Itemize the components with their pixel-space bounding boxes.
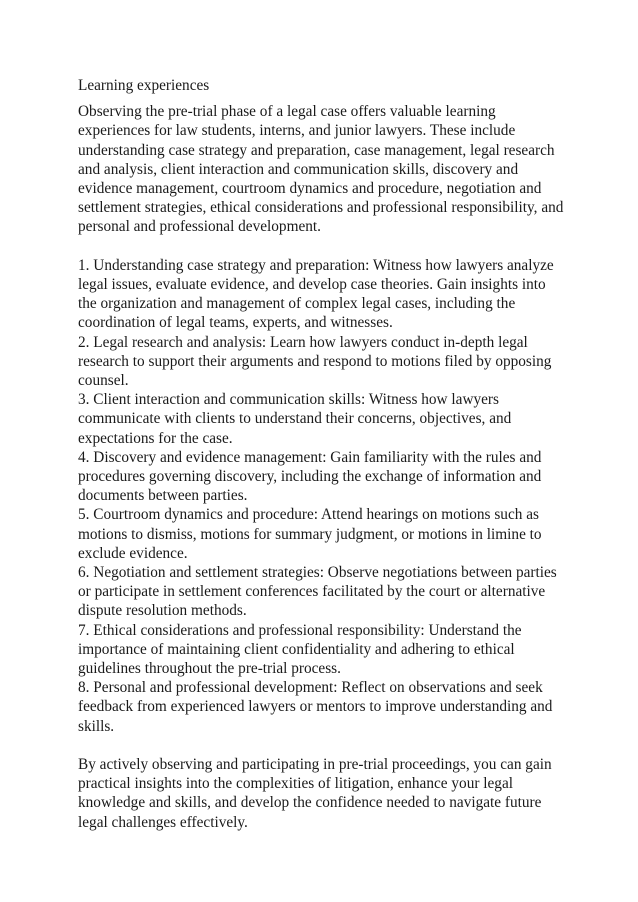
list-item: 6. Negotiation and settlement strategies: Observe negotiations between parties or participate in settlement conferences facilitated by the court or alternative dispute resolution methods. bbox=[78, 564, 557, 620]
list-item: 8. Personal and professional development: Reflect on observations and seek feedback from experienced lawyers or mentors to improve understanding and skills. bbox=[78, 679, 553, 735]
list-item: 4. Discovery and evidence management: Gain familiarity with the rules and procedures governing discovery, including the exchange of information and documents between parties. bbox=[78, 448, 542, 505]
list-item: 3. Client interaction and communication skills: Witness how lawyers communicate with clients to understand their concerns, objectives, and expectations for the case. bbox=[78, 391, 512, 447]
list-item: 2. Legal research and analysis: Learn how lawyers conduct in-depth legal research to support their arguments and respond to motions filed by opposing counsel. bbox=[78, 333, 552, 390]
list-item: 5. Courtroom dynamics and procedure: Attend hearings on motions such as motions to dismiss, motions for summary judgment, or motions in limine to exclude evidence. bbox=[78, 506, 542, 562]
document-body bbox=[78, 76, 566, 851]
list-item: 1. Understanding case strategy and preparation: Witness how lawyers analyze legal issues, evaluate evidence, and develop case theories. Gain insights into the organization and management of complex legal cases, including the coordination of legal teams, experts, and witnesses. bbox=[78, 256, 554, 332]
list-item: 7. Ethical considerations and professional responsibility: Understand the importance of maintaining client confidentiality and adhering to ethical guidelines throughout the pre-trial process. bbox=[78, 621, 522, 678]
conclusion-paragraph: By actively observing and participating in pre-trial proceedings, you can gain practical insights into the complexities of litigation, enhance your legal knowledge and skills, and develop the confidence needed to navigate future legal challenges effectively. bbox=[78, 756, 552, 831]
learning-list bbox=[78, 256, 566, 736]
section-heading: Learning experiences bbox=[78, 77, 210, 94]
intro-paragraph: Observing the pre-trial phase of a legal case offers valuable learning experiences for law students, interns, and junior lawyers. These include understanding case strategy and preparation, case management, legal research and analysis, client interaction and communication skills, discovery and evidence management, courtroom dynamics and procedure, negotiation and settlement strategies, ethical considerations and professional responsibility, and personal and professional development. bbox=[78, 103, 564, 236]
